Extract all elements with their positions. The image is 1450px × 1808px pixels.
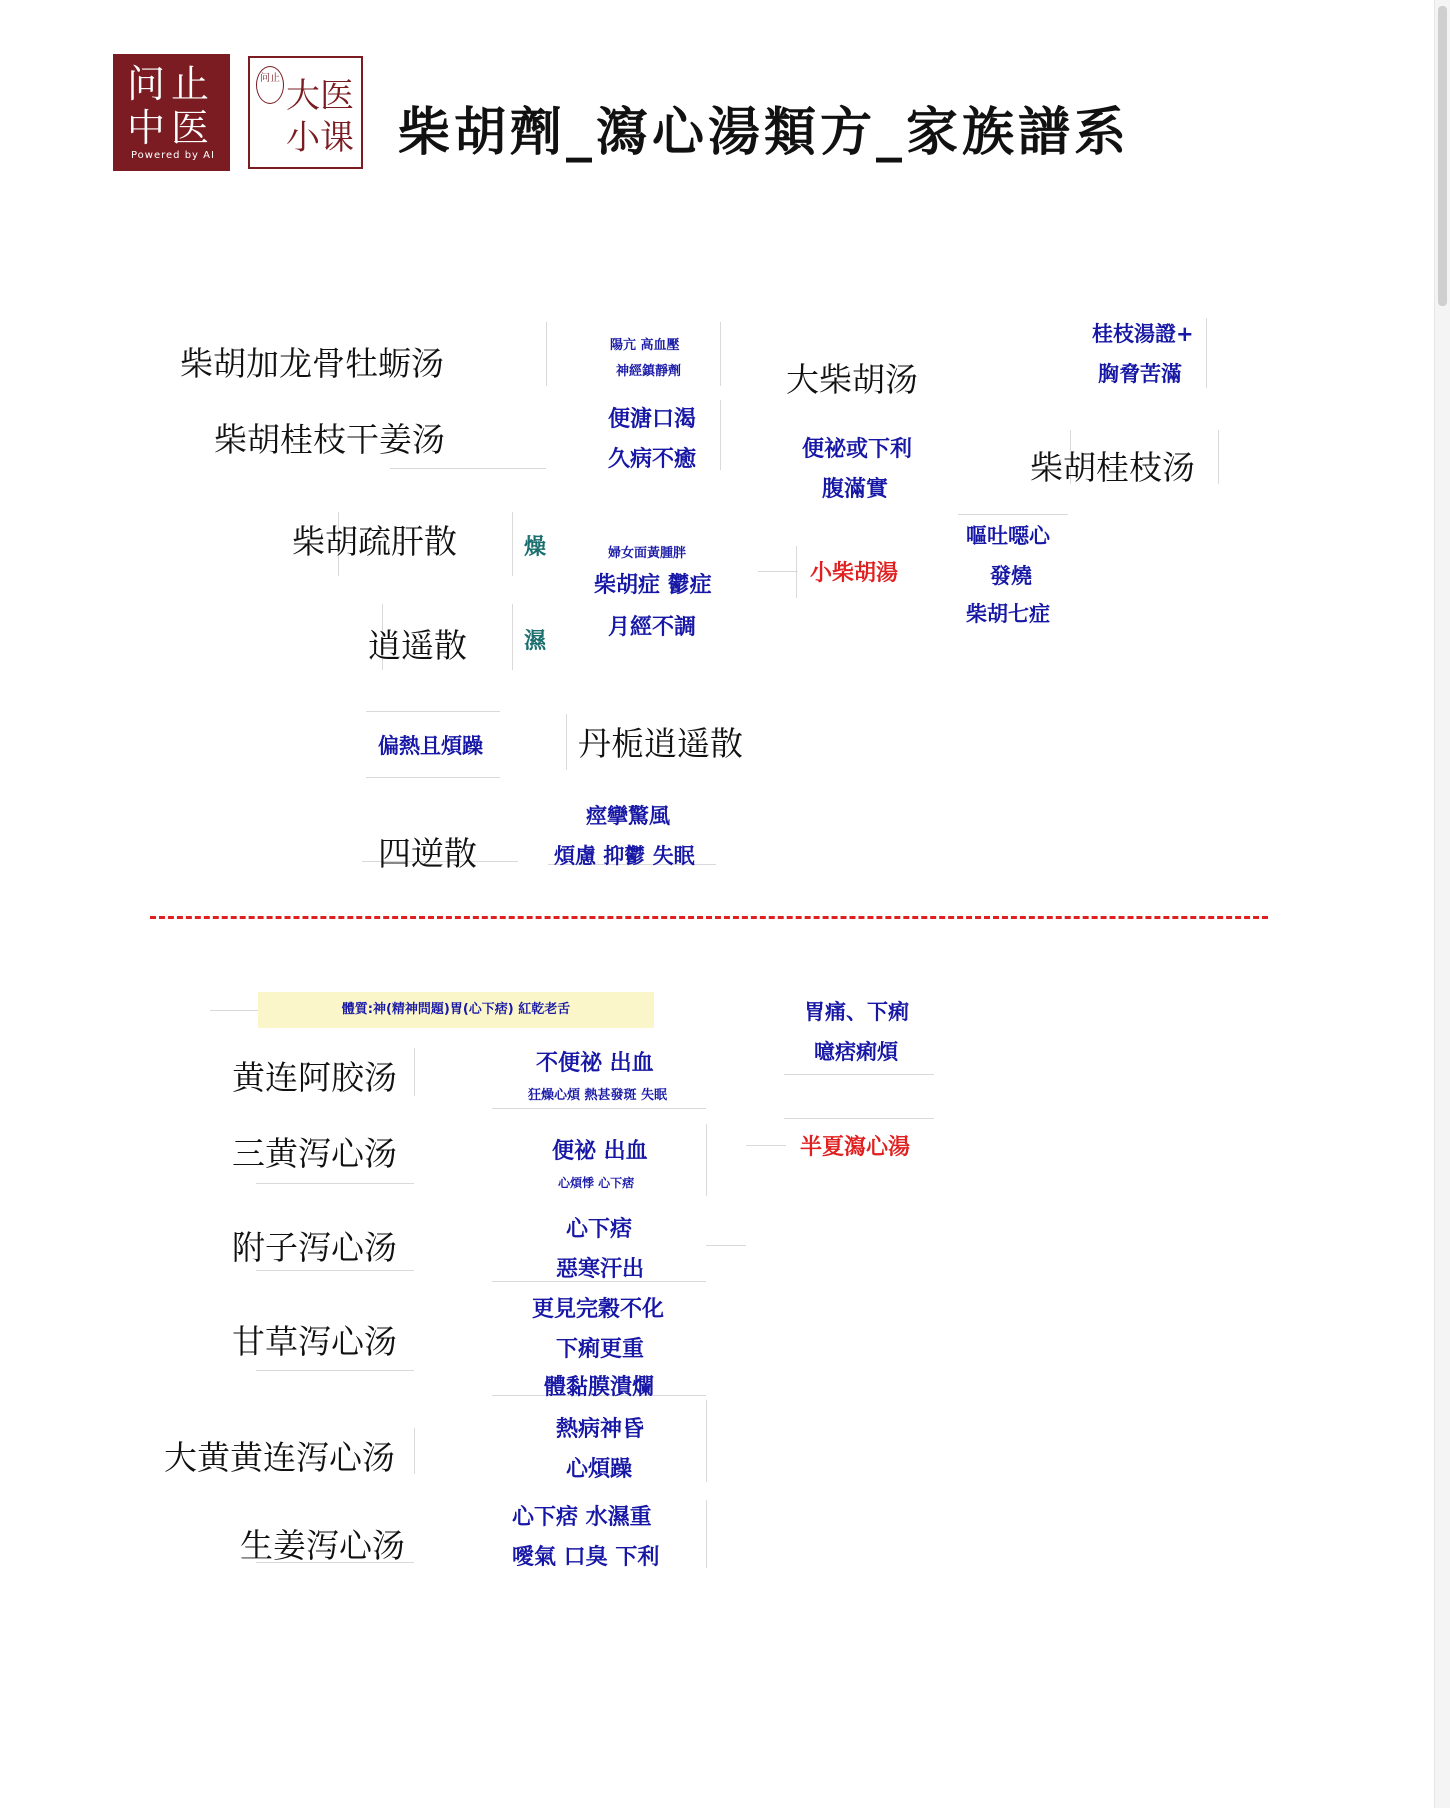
connector-line [210, 1010, 258, 1011]
label-fashao: 發燒 [990, 564, 1032, 588]
vertical-scrollbar[interactable] [1434, 0, 1450, 1808]
logo-line-1: 问止 [127, 62, 216, 106]
label-biantang: 便溏口渴 [608, 407, 697, 432]
dayi-xiaoke-logo [248, 56, 363, 169]
connector-line [566, 714, 567, 770]
label-jiubing: 久病不癒 [608, 447, 697, 472]
formula-sanhuang-xiexin: 三黄泻心汤 [232, 1134, 397, 1173]
formula-xiaoyao: 逍遥散 [368, 626, 467, 665]
connector-line [746, 1145, 786, 1146]
logo-right-line-2: 小课 [286, 118, 354, 158]
section-divider [150, 916, 1268, 919]
formula-shengjiang-xiexin: 生姜泻心汤 [240, 1526, 405, 1565]
label-funv: 婦女面黃腫胖 [608, 546, 687, 561]
label-pianre: 偏熱且煩躁 [378, 734, 483, 758]
formula-fuzi-xiexin: 附子泻心汤 [232, 1228, 397, 1267]
connector-line [256, 1183, 414, 1184]
label-xinxiapi: 心下痞 [566, 1217, 633, 1242]
wenzhi-logo [113, 54, 230, 171]
connector-line [546, 322, 547, 386]
formula-gancao-xiexin: 甘草泻心汤 [232, 1322, 397, 1361]
formula-chaihu-guizhi: 柴胡桂枝汤 [1030, 448, 1195, 487]
connector-line [958, 514, 1068, 515]
formula-banxia-xiexin: 半夏瀉心湯 [800, 1135, 911, 1160]
label-bianbi: 便祕或下利 [802, 437, 913, 462]
logo-right-line-1: 大医 [286, 76, 354, 116]
label-fanlv: 煩慮 抑鬱 失眠 [554, 844, 695, 868]
label-guizhi-zheng: 桂枝湯證+ [1092, 322, 1194, 346]
connector-line [1206, 318, 1207, 388]
constitution-note: 體質:神(精神問題)胃(心下痞) 紅乾老舌 [258, 992, 654, 1028]
page-title: 柴胡劑_瀉心湯類方_家族譜系 [398, 102, 1131, 163]
label-yangkang: 陽亢 高血壓 [610, 338, 680, 353]
connector-line [414, 1048, 415, 1096]
formula-chaihu-guizhi-ganjiang: 柴胡桂枝干姜汤 [214, 420, 445, 459]
label-xinfanzao: 心煩躁 [566, 1457, 633, 1482]
scrollbar-thumb[interactable] [1438, 6, 1447, 306]
label-wuhan: 惡寒汗出 [556, 1257, 645, 1282]
connector-line [796, 546, 797, 598]
label-yipi: 噫痞痢煩 [814, 1040, 898, 1064]
label-zao: 燥 [524, 535, 547, 560]
seal-stamp: 问止 [256, 66, 284, 104]
connector-line [1218, 430, 1219, 484]
label-bianbi-chuxue: 便祕 出血 [552, 1139, 648, 1164]
connector-line [720, 400, 721, 470]
connector-line [512, 512, 513, 576]
label-yuejing: 月經不調 [608, 615, 697, 640]
connector-line [366, 711, 500, 712]
label-fuman: 腹滿實 [822, 477, 889, 502]
connector-line [720, 322, 721, 386]
label-bubianbi: 不便祕 出血 [536, 1051, 654, 1076]
label-chaihu-yu: 柴胡症 鬱症 [594, 573, 712, 598]
connector-line [706, 1124, 707, 1196]
connector-line [256, 1370, 414, 1371]
logo-powered-by: Powered by AI [131, 150, 215, 161]
connector-line [366, 777, 500, 778]
connector-line [706, 1500, 707, 1568]
label-kuangzao: 狂燥心煩 熱甚發斑 失眠 [528, 1088, 668, 1103]
label-jingluan: 痙攣驚風 [586, 804, 670, 828]
label-ouoe: 嘔吐噁心 [966, 524, 1050, 548]
formula-dahuang-huanglian-xiexin: 大黄黄连泻心汤 [164, 1438, 395, 1477]
label-xiali: 下痢更重 [556, 1337, 645, 1362]
formula-sini: 四逆散 [378, 834, 477, 873]
logo-line-2: 中医 [127, 106, 216, 150]
connector-line [758, 571, 798, 572]
label-qizheng: 柴胡七症 [966, 602, 1050, 626]
connector-line [390, 468, 546, 469]
label-gengjian: 更見完穀不化 [532, 1297, 665, 1322]
label-xiongxie: 胸脅苦滿 [1098, 362, 1182, 386]
label-rebing: 熱病神昏 [556, 1417, 645, 1442]
connector-line [706, 1245, 746, 1246]
connector-line [706, 1400, 707, 1482]
connector-line [492, 1108, 706, 1109]
formula-danzhi-xiaoyao: 丹栀逍遥散 [578, 724, 743, 763]
connector-line [784, 1118, 934, 1119]
formula-chaihu-longgu-muli: 柴胡加龙骨牡蛎汤 [180, 344, 444, 383]
connector-line [256, 1270, 414, 1271]
connector-line [414, 1428, 415, 1474]
label-xinfan: 心煩悸 心下痞 [558, 1176, 635, 1190]
formula-dachaihu: 大柴胡汤 [786, 360, 918, 399]
formula-chaihu-shugan: 柴胡疏肝散 [292, 522, 457, 561]
label-aiqi: 噯氣 口臭 下利 [512, 1545, 660, 1570]
label-zhenjing: 神經鎮靜劑 [616, 364, 682, 379]
label-shi: 濕 [524, 629, 547, 654]
connector-line [512, 604, 513, 670]
formula-huanglian-ejiao: 黄连阿胶汤 [232, 1058, 397, 1097]
label-weitong: 胃痛、下痢 [804, 1000, 909, 1024]
label-tinian: 體黏膜潰爛 [544, 1375, 655, 1400]
label-shuishi: 心下痞 水濕重 [512, 1505, 652, 1530]
connector-line [784, 1074, 934, 1075]
formula-xiaochaihu: 小柴胡湯 [810, 561, 899, 586]
